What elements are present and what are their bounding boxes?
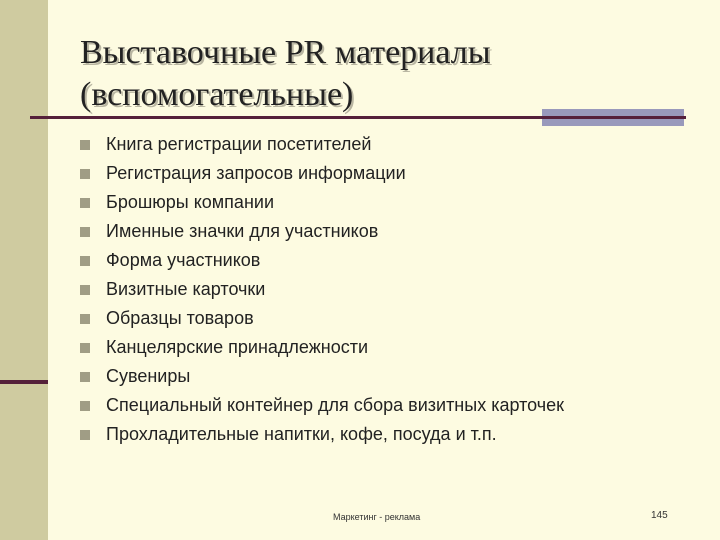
list-item bbox=[80, 159, 564, 188]
list-item bbox=[80, 130, 564, 159]
left-bar-divider bbox=[0, 380, 48, 384]
list-item bbox=[80, 275, 564, 304]
bullet-square-icon bbox=[80, 198, 90, 208]
list-item-label: Канцелярские принадлежности bbox=[106, 337, 369, 357]
list-item-label: Форма участников bbox=[106, 250, 261, 270]
list-item-label: Сувениры bbox=[106, 366, 191, 386]
bullet-square-icon bbox=[80, 430, 90, 440]
bullet-square-icon bbox=[80, 314, 90, 324]
list-item bbox=[80, 246, 564, 275]
list-item bbox=[80, 188, 564, 217]
list-item bbox=[80, 362, 564, 391]
list-item-label: Прохладительные напитки, кофе, посуда и т.п. bbox=[106, 424, 497, 444]
list-item-label: Регистрация запросов информации bbox=[106, 163, 406, 183]
list-item-label: Образцы товаров bbox=[106, 308, 254, 328]
bullet-square-icon bbox=[80, 140, 90, 150]
title-divider bbox=[30, 116, 686, 119]
bullet-list bbox=[80, 130, 564, 449]
list-item bbox=[80, 304, 564, 333]
title-line-2: (вспомогательные) bbox=[80, 76, 354, 113]
list-item bbox=[80, 420, 564, 449]
page-number: 145 bbox=[651, 510, 668, 521]
left-decorative-bar bbox=[0, 0, 48, 540]
slide-title bbox=[80, 32, 700, 116]
slide-footer: Маркетинг - реклама bbox=[333, 512, 421, 522]
list-item-label: Брошюры компании bbox=[106, 192, 274, 212]
bullet-square-icon bbox=[80, 227, 90, 237]
list-item bbox=[80, 391, 564, 420]
bullet-square-icon bbox=[80, 285, 90, 295]
list-item-label: Визитные карточки bbox=[106, 279, 266, 299]
bullet-square-icon bbox=[80, 401, 90, 411]
list-item-label: Книга регистрации посетителей bbox=[106, 134, 372, 154]
list-item bbox=[80, 333, 564, 362]
title-line-1: Выставочные PR материалы bbox=[80, 34, 491, 71]
bullet-square-icon bbox=[80, 256, 90, 266]
bullet-square-icon bbox=[80, 372, 90, 382]
bullet-square-icon bbox=[80, 169, 90, 179]
list-item-label: Именные значки для участников bbox=[106, 221, 379, 241]
list-item-label: Специальный контейнер для сбора визитных карточек bbox=[106, 395, 565, 415]
list-item bbox=[80, 217, 564, 246]
bullet-square-icon bbox=[80, 343, 90, 353]
